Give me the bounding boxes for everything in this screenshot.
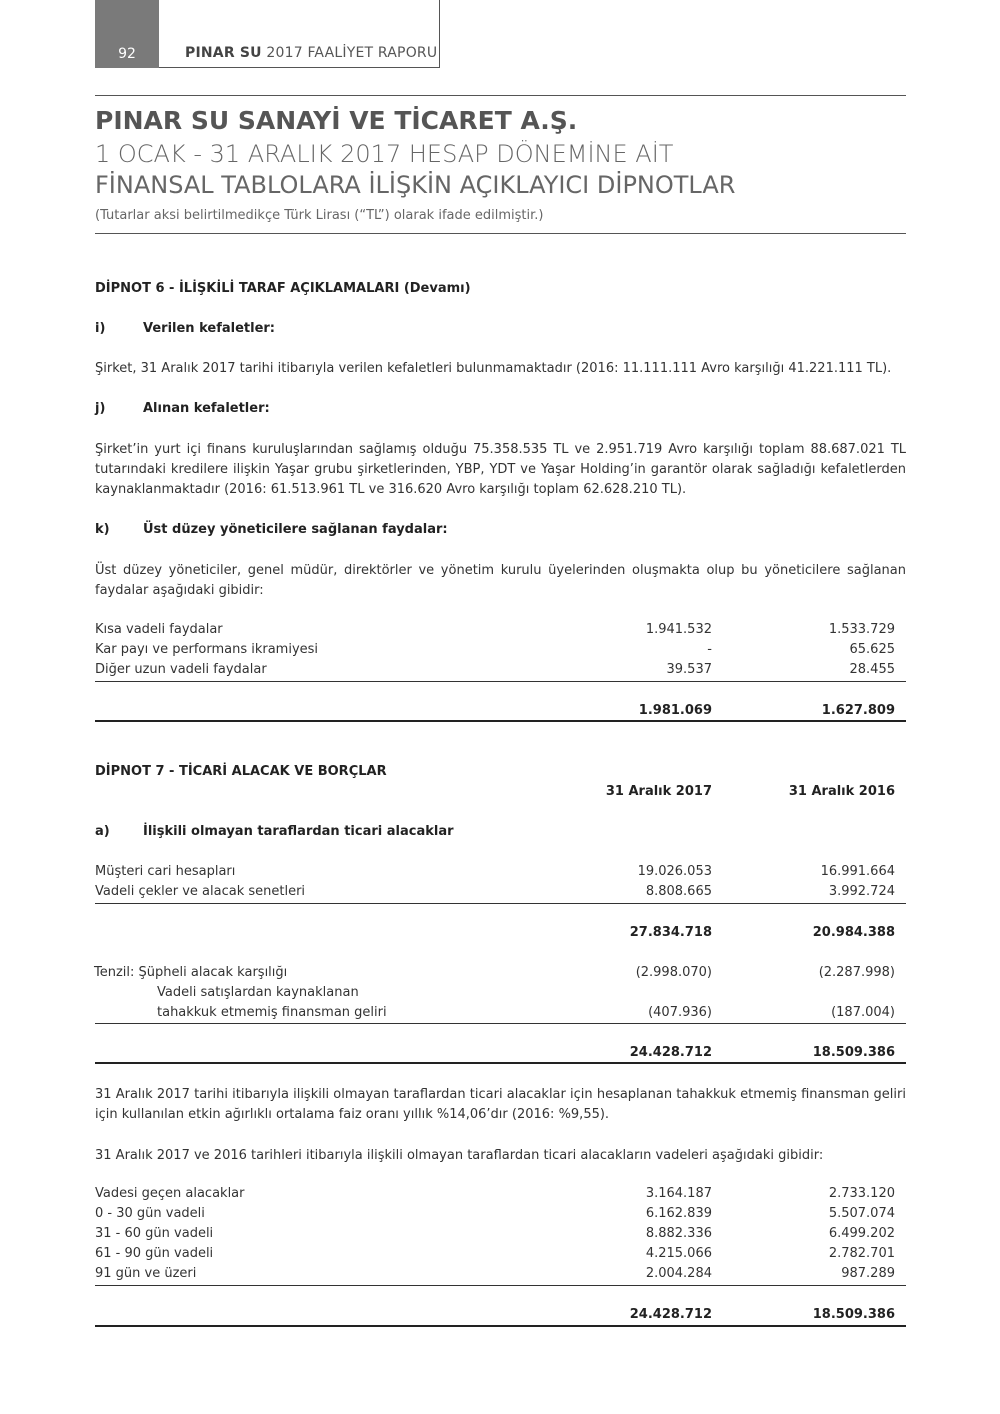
total-2017: 24.428.712 [629,1307,712,1322]
value-2017: (2.998.070) [635,965,712,980]
value-2017: 1.941.532 [645,622,712,637]
value-2017: 39.537 [666,662,712,677]
row-label: Müşteri cari hesapları [95,864,236,879]
column-2016: 31 Aralık 2016 [788,784,895,799]
total-2017: 1.981.069 [638,703,712,718]
table-rule [95,681,906,682]
row-label: 91 gün ve üzeri [95,1266,197,1281]
table-row [95,1206,906,1226]
report-title-rest: 2017 FAALİYET RAPORU [266,45,438,61]
value-2017: 3.164.187 [645,1186,712,1201]
value-2016: 65.625 [849,642,895,657]
item-i-label: i) [95,321,106,336]
total-2016: 18.509.386 [812,1307,895,1322]
subtotal-2016: 20.984.388 [812,925,895,940]
column-2017: 31 Aralık 2017 [605,784,712,799]
value-2017: 8.808.665 [645,884,712,899]
total-rule [95,1062,906,1064]
report-brand: PINAR SU [185,45,262,61]
value-2016: (2.287.998) [818,965,895,980]
total-2016: 18.509.386 [812,1045,895,1060]
subtotal-row [95,925,906,945]
row-label: Tenzil: Şüpheli alacak karşılığı [94,965,288,980]
row-label: Diğer uzun vadeli faydalar [95,662,267,677]
value-2017: 4.215.066 [645,1246,712,1261]
item-i-text: Şirket, 31 Aralık 2017 tarihi itibarıyla verilen kefaletleri bulunmamaktadır (2016: 11.111.111 Avro karşılığı 41.221.111 TL). [95,361,892,376]
document-title: FİNANSAL TABLOLARA İLİŞKİN AÇIKLAYICI DİPNOTLAR [95,171,736,199]
table-row [95,1226,906,1246]
value-2016: (187.004) [831,1005,895,1020]
note7-heading: DİPNOT 7 - TİCARİ ALACAK VE BORÇLAR [95,764,387,779]
page-number: 92 [95,0,159,68]
table-rule [95,1023,906,1024]
interest-rate-text: 31 Aralık 2017 tarihi itibarıyla ilişkili olmayan taraflardan ticari alacaklar için hesaplanan tahakkuk etmemiş finansman geliri için kullanılan etkin ağırlıklı ortalama faiz oranı yıllık %14,06’dır (2016: %9,55). [95,1087,906,1122]
company-name: PINAR SU SANAYİ VE TİCARET A.Ş. [95,106,578,135]
table-row [95,884,906,904]
currency-note: (Tutarlar aksi belirtilmedikçe Türk Lirası (“TL”) olarak ifade edilmiştir.) [95,208,544,223]
table-rule [95,1285,906,1286]
value-2017: 6.162.839 [645,1206,712,1221]
top-divider [95,95,906,96]
total-2016: 1.627.809 [821,703,895,718]
table-row [94,965,905,985]
total-rule [95,1325,906,1327]
item-a-title: İlişkili olmayan taraflardan ticari alacaklar [143,824,454,839]
row-label: Kısa vadeli faydalar [95,622,223,637]
total-2017: 24.428.712 [629,1045,712,1060]
table-row [95,864,906,884]
value-2016: 5.507.074 [828,1206,895,1221]
item-j-text: Şirket’in yurt içi finans kuruluşlarından sağlamış olduğu 75.358.535 TL ve 2.951.719 Avro karşılığı toplam 88.687.021 TL tutarındaki kredilere ilişkin Yaşar grubu şirketlerinden, YBP, YDT ve Yaşar Holding’in garantör olarak sağladığı kefaletlerden kaynaklanmaktadır (2016: 61.513.961 TL ve 316.620 Avro karşılığı toplam 62.628.210 TL). [95,442,906,497]
table-row [95,1266,906,1286]
total-row [95,1307,906,1327]
value-2016: 1.533.729 [828,622,895,637]
maturity-intro-text: 31 Aralık 2017 ve 2016 tarihleri itibarıyla ilişkili olmayan taraflardan ticari alacakların vadeleri aşağıdaki gibidir: [95,1148,824,1163]
value-2016: 16.991.664 [820,864,895,879]
item-k-title: Üst düzey yöneticilere sağlanan faydalar: [143,522,448,537]
item-k-text: Üst düzey yöneticiler, genel müdür, direktörler ve yönetim kurulu üyelerinden oluşmakta olup bu yöneticilere sağlanan faydalar aşağıdaki gibidir: [95,563,906,598]
row-label: tahakkuk etmemiş finansman geliri [157,1005,387,1020]
table-row [95,622,906,642]
value-2016: 2.782.701 [828,1246,895,1261]
table-row [95,1005,906,1025]
value-2016: 987.289 [841,1266,895,1281]
title-divider [95,233,906,234]
item-i-title: Verilen kefaletler: [143,321,275,336]
row-label: Kar payı ve performans ikramiyesi [95,642,319,657]
value-2016: 3.992.724 [828,884,895,899]
item-k-label: k) [95,522,110,537]
table-row [95,662,906,682]
row-label: Vadesi geçen alacaklar [95,1186,245,1201]
total-rule [95,720,906,722]
value-2017: 8.882.336 [645,1226,712,1241]
item-j-title: Alınan kefaletler: [143,401,270,416]
period-title: 1 OCAK - 31 ARALIK 2017 HESAP DÖNEMİNE AİT [95,140,674,168]
value-2017: - [707,642,712,657]
report-title [185,45,437,61]
column-headers [95,784,906,804]
row-label: 31 - 60 gün vadeli [95,1226,214,1241]
note6-heading: DİPNOT 6 - İLİŞKİLİ TARAF AÇIKLAMALARI (Devamı) [95,281,471,296]
value-2016: 6.499.202 [828,1226,895,1241]
row-label: 0 - 30 gün vadeli [95,1206,205,1221]
table-row [95,1186,906,1206]
table-row [95,642,906,662]
table-row [95,1246,906,1266]
value-2016: 28.455 [849,662,895,677]
row-label: Vadeli satışlardan kaynaklanan [157,985,359,1000]
row-label: 61 - 90 gün vadeli [95,1246,214,1261]
table-rule [95,903,906,904]
row-label: Vadeli çekler ve alacak senetleri [95,884,306,899]
value-2017: 19.026.053 [637,864,712,879]
value-2017: 2.004.284 [645,1266,712,1281]
item-j-label: j) [95,401,106,416]
item-a-label: a) [95,824,110,839]
value-2016: 2.733.120 [828,1186,895,1201]
table-row [95,985,906,1005]
value-2017: (407.936) [648,1005,712,1020]
subtotal-2017: 27.834.718 [629,925,712,940]
